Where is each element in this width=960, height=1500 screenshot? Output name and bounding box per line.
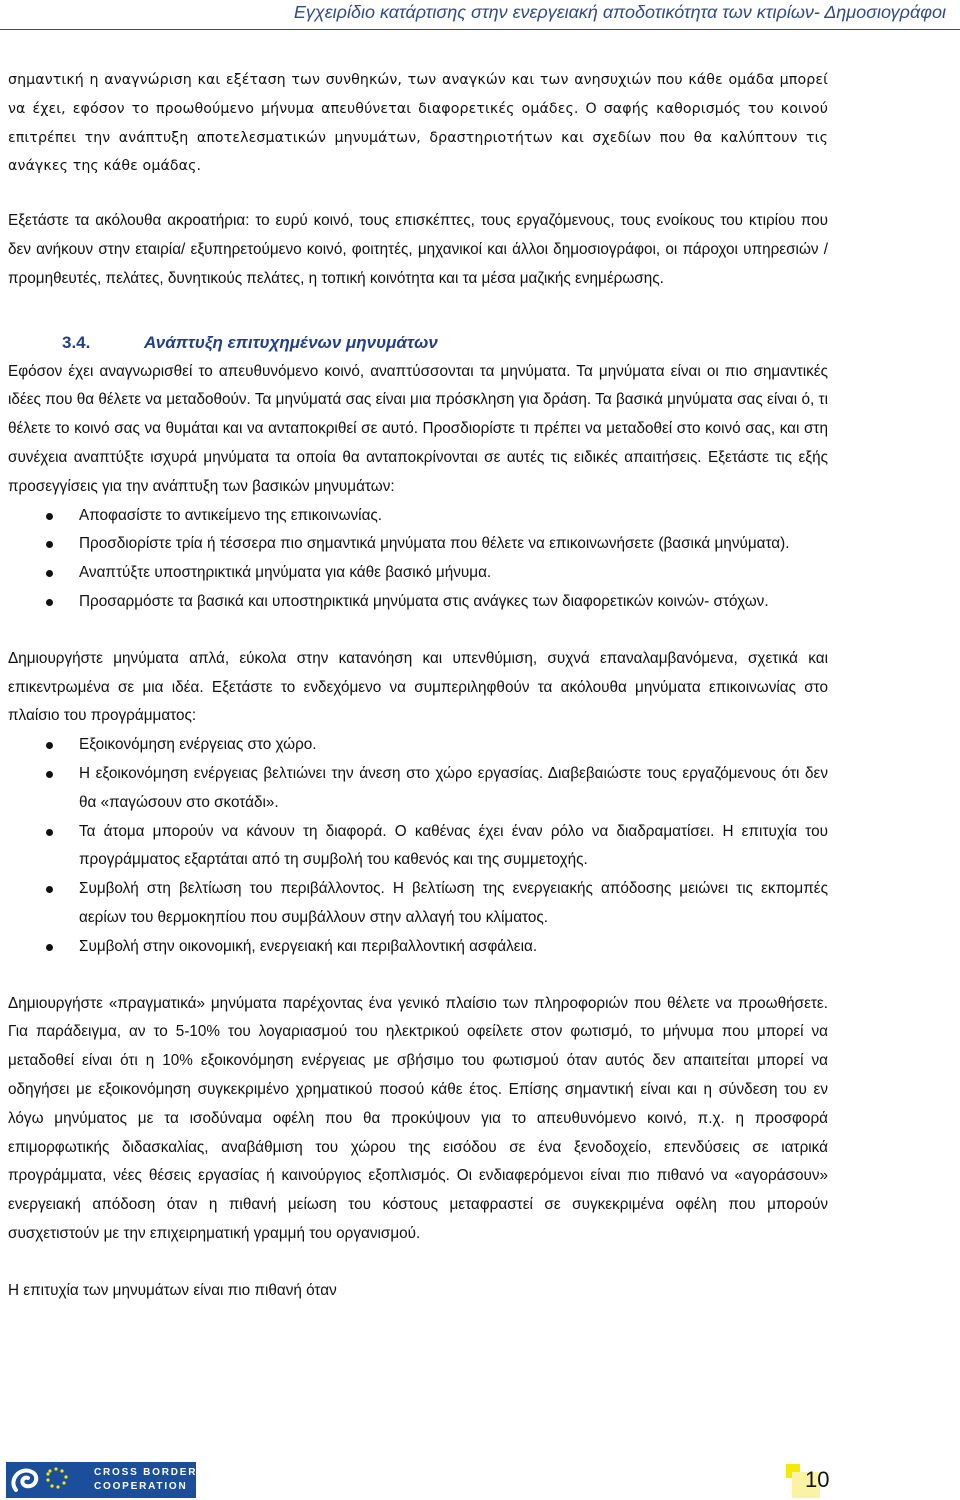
paragraph-section-intro: Εφόσον έχει αναγνωρισθεί το απευθυνόμενο κοινό, αναπτύσσονται τα μηνύματα. Τα μηνύματα είναι οι πιο σημαντικές ιδέες που θα θέλετε να μεταδοθούν. Τα μηνύματά σας είναι μια πρόσκληση για δράση. Τα βασικά μηνύματα σας είναι ό, τι θέλετε το κοινό σας να θυμάται και να ανταποκριθεί σε αυτό. Προσδιορίστε τι πρέπει να μεταδοθεί στο κοινό σας, και στη συνέχεια αναπτύξτε ισχυρά μηνύματα τα οποία θα ανταποκρίνονται σε αυτές τις ειδικές απαιτήσεις. Εξετάστε τις εξής προσεγγίσεις για την ανάπτυξη των βασικών μηνυμάτων: xyxy=(8,362,828,495)
paragraph-simple-messages: Δημιουργήστε μηνύματα απλά, εύκολα στην κατανόηση και υπενθύμιση, συχνά επαναλαμβανόμενα, σχετικά και επικεντρωμένα σε μια ιδέα. Εξετάστε το ενδεχόμενο να συμπεριληφθούν τα ακόλουθα μηνύματα επικοινωνίας στο πλαίσιο του προγράμματος: xyxy=(8,649,828,725)
cross-border-cooperation-logo xyxy=(6,1462,196,1498)
section-title: Ανάπτυξη επιτυχημένων μηνυμάτων xyxy=(144,332,438,352)
approaches-list xyxy=(8,502,828,617)
list-item: Αποφασίστε το αντικείμενο της επικοινωνίας. xyxy=(8,502,828,531)
page-number: 10 xyxy=(805,1467,830,1492)
section-heading xyxy=(8,328,828,358)
paragraph-audiences: Εξετάστε τα ακόλουθα ακροατήρια: το ευρύ κοινό, τους επισκέπτες, τους εργαζόμενους, τους ενοίκους του κτιρίου που δεν ανήκουν στην εταιρία/ εξυπηρετούμενο κοινό, φοιτητές, μηχανικοί και άλλοι δημοσιογράφοι, οι πάροχοι υπηρεσιών / προμηθευτές, πελάτες, δυνητικούς πελάτες, η τοπική κοινότητα και τα μέσα μαζικής ενημέρωσης. xyxy=(8,212,828,287)
logo-text-line-2: COOPERATION xyxy=(94,1481,188,1492)
list-item: Αναπτύξτε υποστηρικτικά μηνύματα για κάθε βασικό μήνυμα. xyxy=(8,559,828,588)
document-header-title: Εγχειρίδιο κατάρτισης στην ενεργειακή αποδοτικότητα των κτιρίων- Δημοσιογράφοι xyxy=(293,2,946,22)
paragraph-real-messages: Δημιουργήστε «πραγματικά» μηνύματα παρέχοντας ένα γενικό πλαίσιο των πληροφοριών που θέλετε να προωθήσετε. Για παράδειγμα, αν το 5-10% του λογαριασμού του ηλεκτρικού οφείλετε στον φωτισμό, το μήνυμα που μπορεί να μεταδοθεί είναι ότι η 10% εξοικονόμηση ενέργειας με σβήσιμο του φωτισμού όταν αυτός δεν απαιτείται μπορεί να οδηγήσει με εξοικονόμηση συγκεκριμένο χρηματικού ποσού κάθε έτος. Επίσης σημαντική είναι και η σύνδεση του εν λόγω μηνύματος με τα ισοδύναμα οφέλη που θα προκύψουν για το απευθυνόμενο κοινό, π.χ. η προσφορά επιμορφωτικής διδασκαλίας, αναβάθμιση του χώρου της εισόδου σε ένα ξενοδοχείο, επενδύσεις σε ιατρικά προγράμματα, νέες θέσεις εργασίας ή καινούργιος εξοπλισμός. Οι ενδιαφερόμενοι είναι πιο πιθανό να «αγοράσουν» ενεργειακή απόδοση όταν η πιθανή μείωση του κόστους μεταφραστεί σε συγκεκριμένα οφέλη που μπορούν συσχετιστούν με την επιχειρηματική γραμμή του οργανισμού. xyxy=(8,994,828,1242)
section-number: 3.4. xyxy=(62,332,91,352)
page-content xyxy=(8,66,828,1305)
logo-text-line-1: CROSS BORDER xyxy=(94,1467,198,1478)
paragraph-intro: σημαντική η αναγνώριση και εξέταση των συνθηκών, των αναγκών και των ανησυχιών που κάθε ομάδα μπορεί να έχει, εφόσον το προωθούμενο μήνυμα απευθύνεται διαφορετικές ομάδες. Ο σαφής καθορισμός του κοινού επιτρέπει την ανάπτυξη αποτελεσματικών μηνυμάτων, δραστηριοτήτων και σχεδίων που θα καλύπτουν τις ανάγκες της κάθε ομάδας. xyxy=(8,72,828,175)
list-item: Εξοικονόμηση ενέργειας στο χώρο. xyxy=(8,731,828,760)
list-item: Συμβολή στην οικονομική, ενεργειακή και περιβαλλοντική ασφάλεια. xyxy=(8,933,828,962)
list-item: Προσδιορίστε τρία ή τέσσερα πιο σημαντικά μηνύματα που θέλετε να επικοινωνήσετε (βασικά μηνύματα). xyxy=(8,530,828,559)
list-item: Η εξοικονόμηση ενέργειας βελτιώνει την άνεση στο χώρο εργασίας. Διαβεβαιώστε τους εργαζόμενους ότι δεν θα «παγώσουν στο σκοτάδι». xyxy=(8,760,828,818)
messages-list xyxy=(8,731,828,961)
swirl-icon xyxy=(6,1462,86,1498)
list-item: Τα άτομα μπορούν να κάνουν τη διαφορά. Ο καθένας έχει έναν ρόλο να διαδραματίσει. Η επιτυχία του προγράμματος εξαρτάται από τη συμβολή του καθενός και της συμμετοχής. xyxy=(8,818,828,876)
list-item: Συμβολή στη βελτίωση του περιβάλλοντος. Η βελτίωση της ενεργειακής απόδοσης μειώνει τις εκπομπές αερίων του θερμοκηπίου που συμβάλλουν στην αλλαγή του κλίματος. xyxy=(8,875,828,933)
list-item: Προσαρμόστε τα βασικά και υποστηρικτικά μηνύματα στις ανάγκες των διαφορετικών κοινών- στόχων. xyxy=(8,588,828,617)
paragraph-success: Η επιτυχία των μηνυμάτων είναι πιο πιθανή όταν xyxy=(8,1281,337,1299)
header-divider xyxy=(0,29,960,30)
